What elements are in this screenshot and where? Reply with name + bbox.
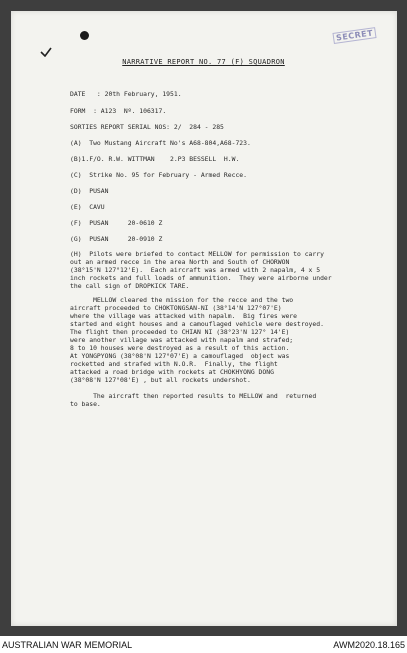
item-g: (G) PUSAN 20-0910 Z	[70, 235, 163, 243]
text-line: At YONGPYONG (38°08'N 127°07'E) a camouflaged object was	[70, 352, 290, 360]
accession-number: AWM2020.18.165	[333, 640, 405, 650]
item-b: (B)1.F/O. R.W. WITTMAN 2.P3 BESSELL H.W.	[70, 155, 240, 163]
archive-footer	[0, 636, 407, 653]
institution-label: AUSTRALIAN WAR MEMORIAL	[2, 640, 133, 650]
text-line: MELLOW cleared the mission for the recce and the two	[70, 296, 294, 304]
item-f: (F) PUSAN 20-0610 Z	[70, 219, 163, 227]
item-d: (D) PUSAN	[70, 187, 109, 195]
item-c: (C) Strike No. 95 for February - Armed Recce.	[70, 171, 247, 179]
text-line: the call sign of DROPKICK TARE.	[70, 282, 190, 290]
text-line: (38°15'N 127°12'E). Each aircraft was armed with 2 napalm, 4 x 5	[70, 266, 321, 274]
text-line: were another village was attacked with napalm and strafed;	[70, 336, 294, 344]
date-line: DATE : 20th February, 1951.	[70, 90, 182, 98]
punch-hole	[80, 31, 89, 40]
form-line: FORM : A123 Nº. 106317.	[70, 107, 167, 115]
serial-line: SORTIES REPORT SERIAL NOS: 2/ 284 - 285	[70, 123, 224, 131]
item-e: (E) CAVU	[70, 203, 105, 211]
paragraph-mellow	[70, 296, 324, 384]
text-line: 8 to 10 houses were destroyed as a result of this action.	[70, 344, 290, 352]
text-line: started and eight houses and a camouflaged vehicle were destroyed.	[70, 320, 324, 328]
text-line: attacked a road bridge with rockets at CHOKHYONG DONG	[70, 368, 274, 376]
text-line: The aircraft then reported results to MELLOW and returned	[70, 392, 317, 400]
paragraph-end	[70, 392, 316, 408]
report-title: NARRATIVE REPORT NO. 77 (F) SQUADRON	[122, 58, 285, 66]
text-line: rocketted and strafed with N.O.R. Finally, the flight	[70, 360, 278, 368]
text-line: The flight then proceeded to CHIAN NI (38°23'N 127° 14'E)	[70, 328, 290, 336]
text-line: where the village was attacked with napalm. Big fires were	[70, 312, 298, 320]
item-a: (A) Two Mustang Aircraft No's A68-804,A68-723.	[70, 139, 251, 147]
secret-stamp: SECRET	[332, 27, 376, 44]
text-line: to base.	[70, 400, 101, 408]
text-line: (H) Pilots were briefed to contact MELLOW for permission to carry	[70, 250, 324, 258]
tick-mark-icon	[40, 47, 52, 57]
text-line: aircraft proceeded to CHOKTONGSAN-NI (38°14'N 127°07'E)	[70, 304, 282, 312]
paragraph-h	[70, 250, 332, 290]
text-line: inch rockets and full loads of ammunition. They were airborne under	[70, 274, 332, 282]
text-line: out an armed recce in the area North and South of CHORWON	[70, 258, 290, 266]
text-line: (38°08'N 127°08'E) , but all rockets undershot.	[70, 376, 251, 384]
